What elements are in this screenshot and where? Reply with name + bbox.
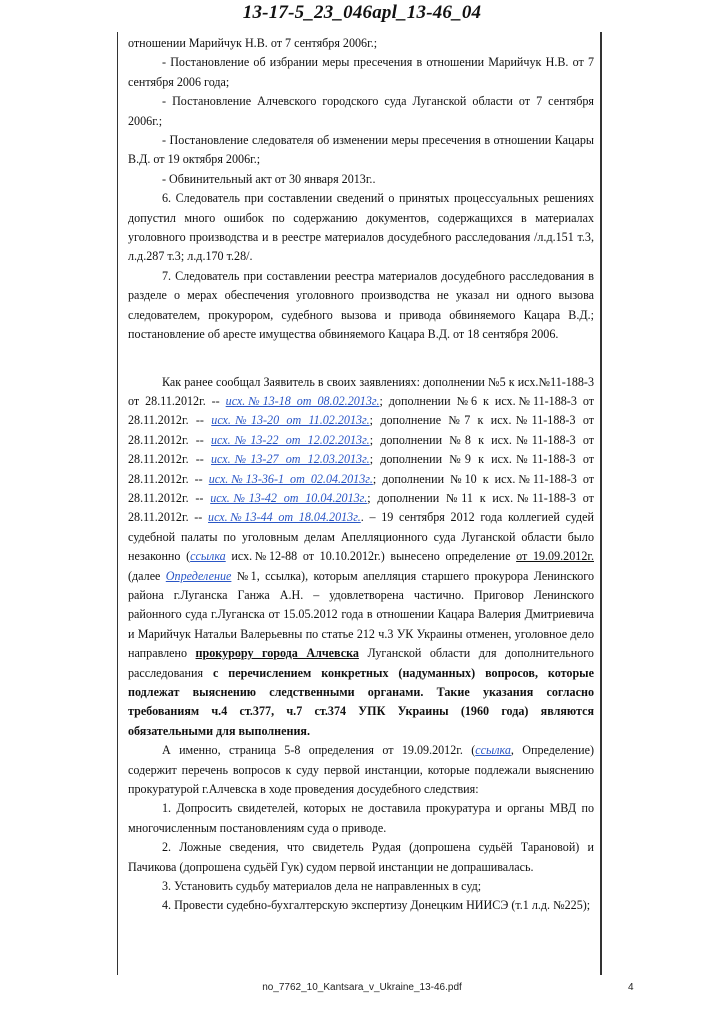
text-run: ; дополнении №9 к исх.№11-188-3 от 28.11.2012г. -- (128, 452, 594, 486)
text-run: . – 19 сентября 2012 года коллегией судей судебной палаты по уголовным делам Апелляционного суда Луганской области было незаконно ( (128, 510, 594, 564)
text-run: ; дополнении №6 к исх.№11-188-3 от 28.11.2012г. -- (128, 393, 594, 428)
link-ssylka[interactable]: ссылка (190, 549, 226, 564)
text-run: №1, ссылка), которым апелляция старшего прокурора Ленинского района г.Луганска Ганжа А.Н. – удовлетворена частично. Приговор Ленинского районного суда г.Луганска от 15.05.2012 года в отношении Кацара Валерия Дмитриевича и Марийчук Натальи Валерьевны по статье 212 ч.3 УК Украины отменен, уголовное дело направлено (128, 568, 594, 661)
link-ref-13-27[interactable]: исх.№13-27 от 12.03.2013г. (211, 452, 370, 467)
link-opredelenie[interactable]: Определение (165, 568, 232, 583)
link-ref-13-20[interactable]: исх.№13-20 от 11.02.2013г. (211, 413, 370, 428)
page-number: 4 (628, 982, 634, 993)
text-run: , Определение) содержит перечень вопросов к суду первой инстанции, которые подлежали выяснению прокуратурой г.Алчевска в ходе проведения досудебного следствия: (128, 743, 594, 797)
paragraph-4: - Постановление следователя об изменении меры пресечения в отношении Кацары В.Д. от 19 октября 2006г.; (128, 133, 594, 167)
list-item-3: 3. Установить судьбу материалов дела не направленных в суд; (162, 879, 482, 894)
paragraph-8 (128, 373, 594, 742)
link-ref-13-18[interactable]: исх.№13-18 от 08.02.2013г. (225, 393, 380, 408)
link-ref-13-42[interactable]: исх.№13-42 от 10.04.2013г. (210, 490, 368, 505)
text-run: ; дополнении №11 к исх.№11-188-3 от 28.11.2012г. -- (128, 490, 594, 525)
link-ref-13-44[interactable]: исх.№13-44 от 18.04.2013г. (208, 510, 361, 525)
bold-text: с перечислением конкретных (надуманных) вопросов, которые подлежат выяснению следственными органами. Такие указания согласно требованиям ч.4 ст.377, ч.7 ст.374 УПК Украины (1960 года) являются обязательными для выполнения. (128, 665, 594, 738)
text-run: Луганской области для дополнительного расследования (128, 646, 594, 680)
paragraph-gap (128, 345, 594, 373)
link-ref-13-36-1[interactable]: исх.№13-36-1 от 02.04.2013г. (208, 471, 373, 486)
text-run: исх.№12-88 от 10.10.2012г.) вынесено определение (225, 549, 517, 564)
text-run: ; дополнение №7 к исх.№11-188-3 от 28.11.2012г. -- (128, 413, 594, 447)
document-body (128, 34, 594, 916)
paragraph-7: 7. Следователь при составлении реестра материалов досудебного расследования в разделе о мерах обеспечения уголовного производства не указал ни одного вызова следователем, прокурором, судебного вызова и привода обвиняемого Кацара В.Д.; постановление об аресте имущества обвиняемого Кацара В.Д. от 18 сентября 2006. (128, 268, 594, 342)
paragraph-9 (128, 741, 594, 799)
paragraph-2: - Постановление об избрании меры пресечения в отношении Марийчук Н.В. от 7 сентября 2006 года; (128, 55, 594, 89)
paragraph-6: 6. Следователь при составлении сведений о принятых процессуальных решениях допустил много ошибок по содержанию документов, содержащихся в материалах уголовного производства и в реестре материалов досудебного расследования /л.д.151 т.3, л.д.287 т.3; л.д.170 т.28/. (128, 191, 594, 264)
list-item-4: 4. Провести судебно-бухгалтерскую экспертизу Донецким НИИСЭ (т.1 л.д. №225); (162, 898, 591, 913)
list-item-2: 2. Ложные сведения, что свидетель Рудая (допрошена судьёй Тарановой) и Пачикова (допрошена судьёй Гук) судом первой инстанции не допрашивалась. (128, 840, 594, 874)
link-ref-13-22[interactable]: исх.№13-22 от 12.02.2013г. (211, 432, 370, 447)
paragraph-3: - Постановление Алчевского городского суда Луганской области от 7 сентября 2006г.; (128, 94, 594, 128)
footer-filename: no_7762_10_Kantsara_v_Ukraine_13-46.pdf (262, 982, 462, 993)
bold-underlined-text: прокурору города Алчевска (195, 646, 359, 661)
link-ssylka[interactable]: ссылка (475, 743, 511, 758)
text-run: ; дополнении №8 к исх.№11-188-3 от 28.11.2012г. -- (128, 432, 594, 467)
text-run: Как ранее сообщал Заявитель в своих заявлениях: дополнении №5 к исх.№11-188-3 от 28.11.2012г. -- (128, 374, 594, 408)
paragraph-1: отношении Марийчук Н.В. от 7 сентября 2006г.; (128, 36, 378, 50)
paragraph-5: - Обвинительный акт от 30 января 2013г.. (162, 171, 376, 186)
list-item-1: 1. Допросить свидетелей, которых не доставила прокуратура и органы МВД по многочисленным постановлениям суда о приводе. (128, 801, 594, 835)
text-run: А именно, страница 5-8 определения от 19.09.2012г. ( (162, 743, 476, 758)
text-run: ; дополнении №10 к исх.№11-188-3 от 28.11.2012г. -- (128, 471, 594, 505)
document-header-title: 13-17-5_23_046apl_13-46_04 (242, 2, 482, 23)
text-run: (далее (128, 568, 166, 583)
underlined-date: от 19.09.2012г. (516, 549, 594, 564)
